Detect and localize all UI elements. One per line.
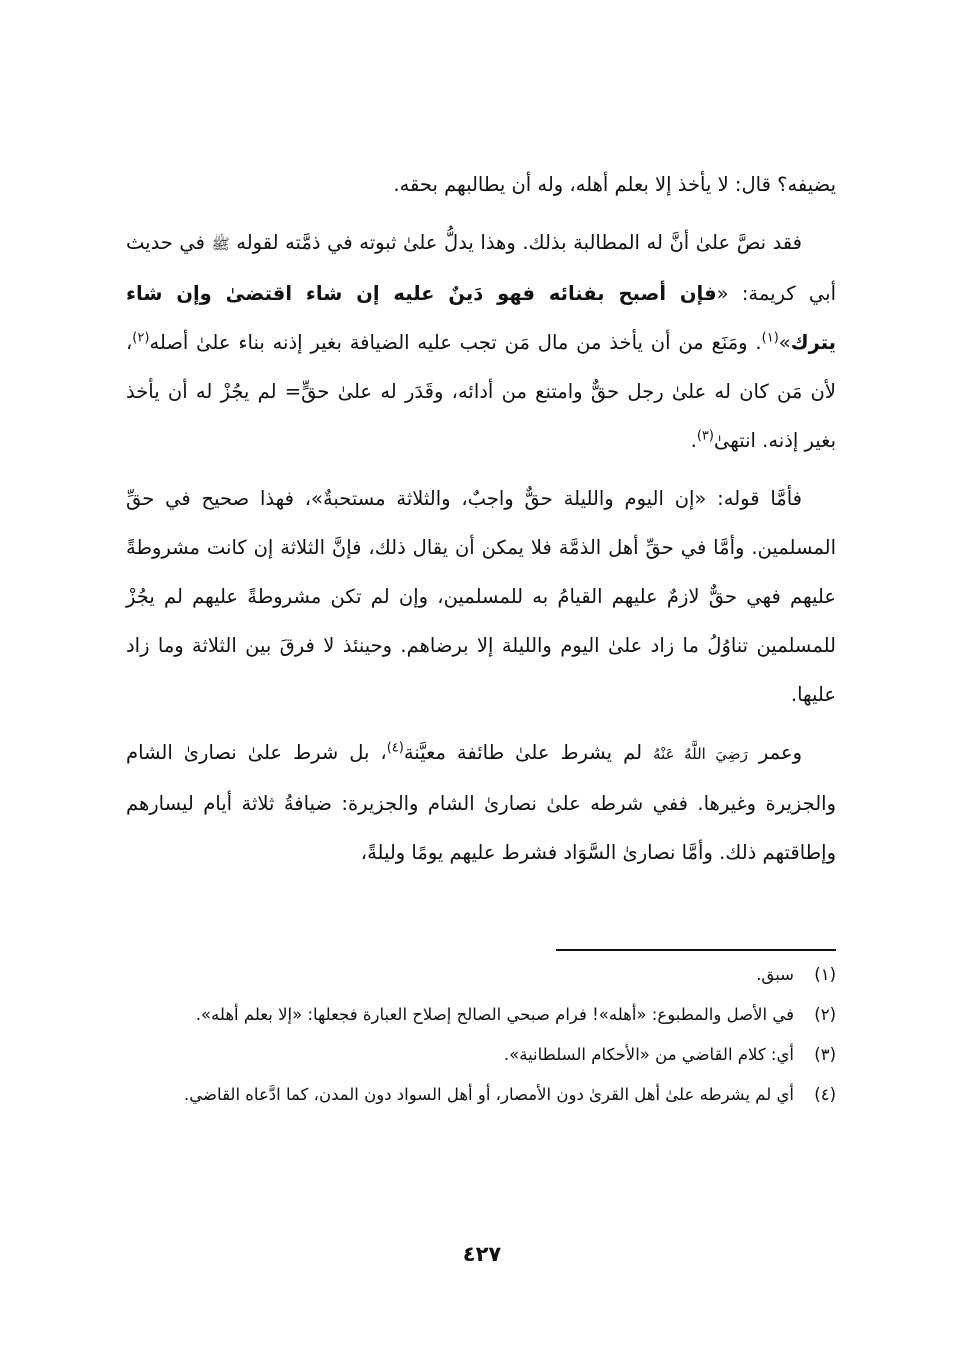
paragraph-2-part-a: فقد نصَّ علىٰ أنَّ له المطالبة بذلك. وهذا يدلُّ علىٰ ثبوته في ذمَّته لقوله xyxy=(229,231,802,254)
footnote-text: أي لم يشرطه علىٰ أهل القرىٰ دون الأمصار، أو أهل السواد دون المدن، كما ادَّعاه القاضي. xyxy=(184,1085,794,1104)
paragraph-3-text: فأمَّا قوله: «إن اليوم والليلة حقٌّ واجبٌ، والثلاثة مستحبةٌ»، فهذا صحيح في حقِّ المسلمين. وأمَّا في حقِّ أهل الذمَّة فلا يمكن أن يقال ذلك، فإنَّ الثلاثة إن كانت مشروطةً عليهم فهي حقٌّ لازمٌ عليهم القيامُ به للمسلمين، وإن لم تكن مشروطةً عليهم لم يجُزْ للمسلمين تناوُلُ ما زاد علىٰ اليوم والليلة إلا برضاهم. وحينئذ لا فرقَ بين الثلاثة وما زاد عليها. xyxy=(126,487,836,706)
paragraph-2-part-d: . ومَنَع من أن يأخذ من مال مَن تجب عليه الضيافة بغير إذنه بناء علىٰ أصله xyxy=(149,331,762,354)
hadith-quote: فإن أصبح بفنائه فهو دَينٌ عليه إن شاء اقتضىٰ وإن شاء يترك xyxy=(126,282,836,354)
footnote-number: (٤) xyxy=(814,1085,836,1104)
paragraph-1 xyxy=(126,160,836,209)
footnote-ref-2[interactable]: (٢) xyxy=(132,330,150,346)
footnote-ref-4[interactable]: (٤) xyxy=(386,740,404,756)
page-number: ٤٢٧ xyxy=(462,1242,502,1266)
main-text xyxy=(126,160,836,886)
footnote-ref-1[interactable]: (١) xyxy=(761,330,779,346)
footnote-item xyxy=(128,1038,836,1072)
footnote-item xyxy=(128,998,836,1032)
paragraph-3 xyxy=(126,474,836,719)
paragraph-2-part-b: في حديث أبي كريمة: « xyxy=(126,231,836,305)
paragraph-4 xyxy=(126,728,836,877)
honorific-glyph: رَضِيَ اللَّهُ عَنْهُ xyxy=(653,745,748,763)
footnote-number: (١) xyxy=(814,965,836,984)
paragraph-2-part-f: . xyxy=(690,429,697,452)
paragraph-2-part-c: » xyxy=(778,331,791,354)
paragraph-4-part-b: لم يشرط علىٰ طائفة معيَّنة xyxy=(403,741,654,764)
footnote-separator xyxy=(556,949,836,951)
footnote-text: في الأصل والمطبوع: «أهله»! فرام صبحي الصالح إصلاح العبارة فجعلها: «إلا بعلم أهله». xyxy=(195,1005,794,1024)
footnote-number: (٣) xyxy=(814,1045,836,1064)
footnote-ref-3[interactable]: (٣) xyxy=(696,428,714,444)
footnote-item xyxy=(128,958,836,992)
footnote-text: أي: كلام القاضي من «الأحكام السلطانية». xyxy=(503,1045,794,1064)
footnotes xyxy=(128,958,836,1118)
footnote-text: سبق. xyxy=(756,965,794,984)
paragraph-1-text: يضيفه؟ قال: لا يأخذ إلا بعلم أهله، وله أن يطالبهم بحقه. xyxy=(393,173,836,196)
footnote-item xyxy=(128,1078,836,1112)
salutation-glyph: ﷺ xyxy=(211,235,230,253)
paragraph-2-part-e: ، لأن مَن كان له علىٰ رجل حقٌّ وامتنع من أدائه، وقَدَر له علىٰ حقٍّ= لم يجُزْ له أن يأخذ بغير إذنه. انتهىٰ xyxy=(126,331,836,452)
footnote-number: (٢) xyxy=(814,1005,836,1024)
paragraph-2 xyxy=(126,218,836,465)
paragraph-4-part-a: وعمر xyxy=(747,741,802,764)
paragraph-4-part-c: ، بل شرط علىٰ نصارىٰ الشام والجزيرة وغيرها. ففي شرطه علىٰ نصارىٰ الشام والجزيرة: ضيافةُ ثلاثة أيام ليسارهم وإطاقتهم ذلك. وأمَّا نصارىٰ السَّوَاد فشرط عليهم يومًا وليلةً، xyxy=(126,741,836,864)
